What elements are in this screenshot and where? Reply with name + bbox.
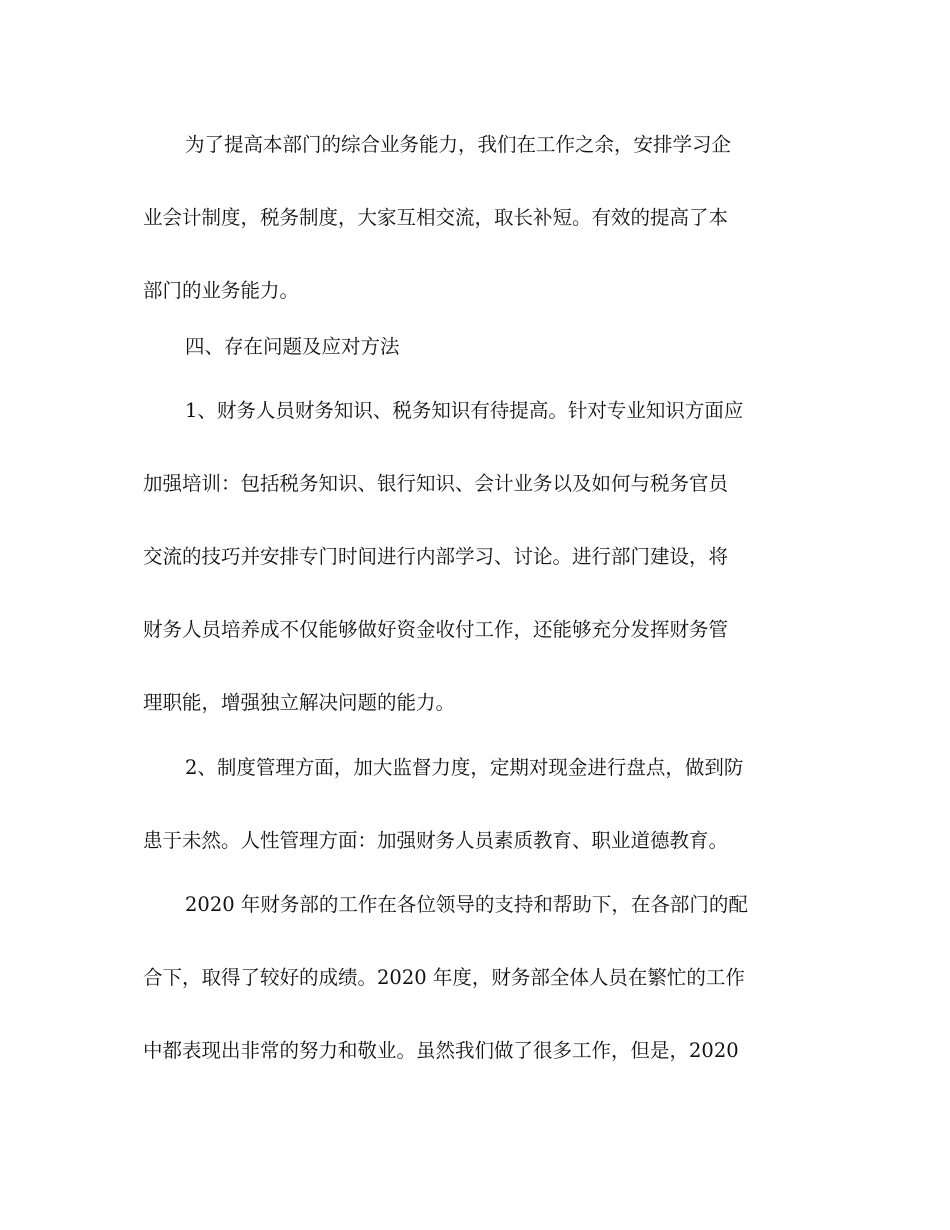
document-body xyxy=(143,127,808,1069)
line-gap xyxy=(143,648,808,686)
text-line: 合下，取得了较好的成绩。2020 年度，财务部全体人员在繁忙的工作 xyxy=(143,966,745,989)
line-gap xyxy=(143,923,808,961)
line-gap xyxy=(143,575,808,613)
text-line: 1、财务人员财务知识、税务知识有待提高。针对专业知识方面应 xyxy=(185,399,744,422)
heading-text: 四、存在问题及应对方法 xyxy=(185,334,400,358)
line-gap xyxy=(143,721,808,750)
line-gap xyxy=(143,429,808,467)
paragraph-study xyxy=(143,127,808,329)
line-gap xyxy=(143,502,808,540)
text-line: 2020 年财务部的工作在各位领导的支持和帮助下，在各部门的配 xyxy=(185,893,748,916)
line-gap xyxy=(143,785,808,823)
paragraph-summary xyxy=(143,887,808,1069)
text-line: 部门的业务能力。 xyxy=(143,279,300,302)
line-gap xyxy=(143,309,808,329)
text-line: 理职能，增强独立解决问题的能力。 xyxy=(143,691,456,714)
text-line: 加强培训：包括税务知识、银行知识、会计业务以及如何与税务官员 xyxy=(143,472,729,495)
line-gap xyxy=(143,858,808,887)
text-line: 交流的技巧并安排专门时间进行内部学习、讨论。进行部门建设，将 xyxy=(143,545,729,568)
text-line: 2、制度管理方面，加大监督力度，定期对现金进行盘点，做到防 xyxy=(185,755,744,779)
paragraph-item-1 xyxy=(143,393,808,750)
text-line: 业会计制度，税务制度，大家互相交流，取长补短。有效的提高了本 xyxy=(143,206,729,229)
line-gap xyxy=(143,163,808,201)
paragraph-item-2 xyxy=(143,750,808,888)
text-line: 财务人员培养成不仅能够做好资金收付工作，还能够充分发挥财务管 xyxy=(143,618,729,641)
text-line: 患于未然。人性管理方面：加强财务人员素质教育、职业道德教育。 xyxy=(143,828,729,852)
text-line: 中都表现出非常的努力和敬业。虽然我们做了很多工作，但是，2020 xyxy=(143,1039,739,1062)
line-gap xyxy=(143,996,808,1034)
text-line: 为了提高本部门的综合业务能力，我们在工作之余，安排学习企 xyxy=(185,133,732,156)
line-gap xyxy=(143,364,808,393)
section-heading xyxy=(143,329,808,394)
line-gap xyxy=(143,236,808,274)
